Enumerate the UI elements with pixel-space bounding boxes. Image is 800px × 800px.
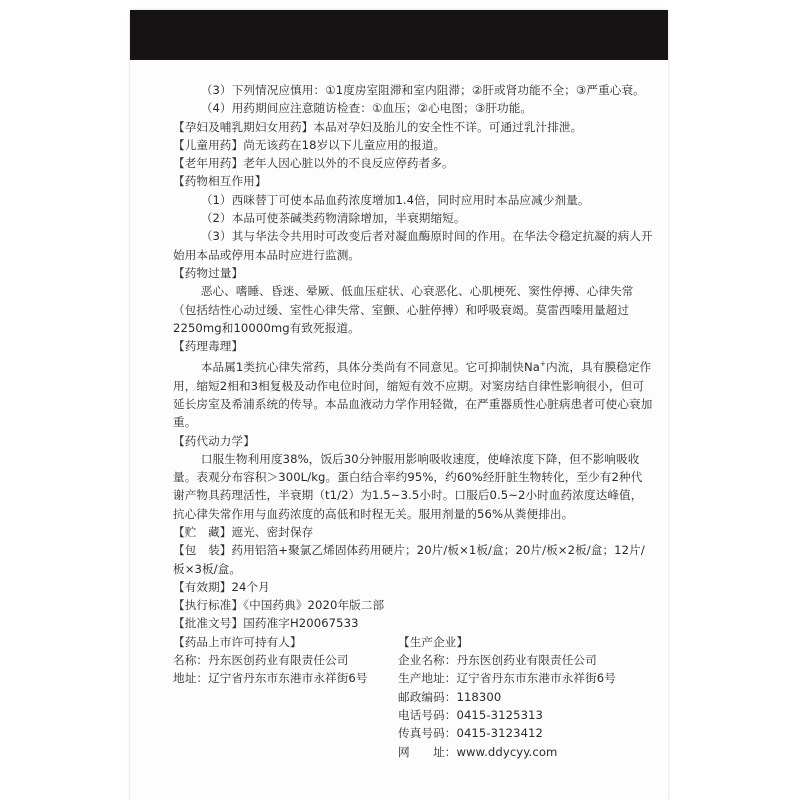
section-interactions-heading (173, 172, 653, 190)
section-pregnancy (173, 118, 653, 136)
section-label: 【 孕妇及哺乳期妇女用药 】 (173, 120, 313, 134)
interaction-item: （2）本品可使茶碱类药物清除增加，半衰期缩短。 (200, 211, 466, 226)
section-text: 本品对孕妇及胎儿的安全性不详。可通过乳汁排泄。 (313, 119, 583, 134)
section-text: 国药准字H20067533 (243, 616, 359, 631)
caution-item-3: （3）下列情况应慎用：①1度房室阻滞和室内阻滞；②肝或肾功能不全；③严重心衰。 (200, 83, 645, 97)
toxicology-text: 本品属1类抗心律失常药，具体分类尚有不同意见。它可抑制快Na+内流，具有膜稳定作用，缩短2相和3相复极及动作电位时间，缩短有效不应期。对窦房结自律性影响很小，但可延长房室及希浦系统的传导。本品血液动力学作用轻微，在严重器质性心脏病患者可使心衰加重。 (173, 360, 653, 430)
section-label: 【 生产企业 】 (398, 635, 468, 649)
section-label: 【 包 装 】 (173, 543, 232, 557)
interaction-item: （3）其与华法令共用时可改变后者对凝血酶原时间的作用。在华法令稳定抗凝的病人开始用本品或停用本品时应进行监测。 (173, 229, 653, 262)
manufacturer-postcode: 邮政编码：118300 (398, 689, 502, 704)
section-label: 【 老年用药 】 (173, 156, 243, 170)
section-label: 【 药理毒理 】 (173, 339, 243, 353)
interaction-item: （1）西咪替丁可使本品血药浓度增加1.4倍，同时应用时本品应减少剂量。 (200, 192, 590, 207)
section-label: 【 执行标准 】 (173, 598, 243, 612)
manufacturer-name: 企业名称：丹东医创药业有限责任公司 (398, 653, 597, 668)
caution-item-4: （4）用药期间应注意随访检查：①血压；②心电图；③肝功能。 (200, 101, 533, 116)
mah-address: 地址：辽宁省丹东市东港市永祥街6号 (173, 671, 368, 686)
section-label: 【 有效期 】 (173, 580, 232, 594)
section-text: 《中国药典》2020年版二部 (243, 598, 385, 613)
section-label: 【 批准文号 】 (173, 616, 243, 630)
section-storage (173, 523, 653, 541)
section-pharmacokinetics-heading (173, 432, 653, 450)
section-label: 【 药代动力学 】 (173, 434, 255, 448)
section-pediatric (173, 136, 653, 154)
section-label: 【 药物相互作用 】 (173, 174, 267, 188)
dark-top-band (130, 10, 668, 60)
section-text: 遮光、密封保存 (231, 524, 314, 539)
section-text: 尚无该药在18岁以下儿童应用的报道。 (243, 137, 446, 152)
section-text: 24个月 (231, 579, 270, 594)
manufacturer-address: 生产地址：辽宁省丹东市东港市永祥街6号 (398, 671, 616, 686)
section-approval (173, 614, 653, 632)
section-toxicology-heading (173, 337, 653, 355)
section-elderly (173, 154, 653, 172)
section-standard (173, 596, 653, 614)
leaflet-page (130, 10, 668, 800)
section-text: 老年人因心脏以外的不良反应停药者多。 (243, 156, 454, 171)
company-info (173, 633, 653, 761)
section-overdose-heading (173, 264, 653, 282)
manufacturer-fax: 传真号码：0415-3123412 (398, 726, 543, 741)
section-label: 【 儿童用药 】 (173, 138, 243, 152)
section-label: 【 药物过量 】 (173, 266, 243, 280)
mah-name: 名称：丹东医创药业有限责任公司 (173, 653, 349, 668)
section-packaging (173, 541, 653, 578)
mah-block (173, 633, 398, 761)
overdose-text: 恶心、嗜睡、昏迷、晕厥、低血压症状、心衰恶化、心肌梗死、窦性停搏、心律失常（包括结性心动过缓、室性心律失常、室颤、心脏停搏）和呼吸衰竭。莫雷西嗪用量超过2250mg和10000mg有致死报道。 (173, 284, 634, 335)
manufacturer-block (398, 633, 653, 761)
manufacturer-phone: 电话号码：0415-3125313 (398, 707, 543, 722)
section-label: 【 贮 藏 】 (173, 525, 232, 539)
section-label: 【 药品上市许可持有人 】 (173, 635, 302, 649)
section-text: 药用铝箔+聚氯乙烯固体药用硬片；20片/板×1板/盒；20片/板×2板/盒；12片/板×3板/盒。 (173, 543, 645, 576)
leaflet-content (173, 81, 653, 761)
manufacturer-website: 网 址：www.ddycyy.com (398, 744, 558, 759)
pharmacokinetics-text: 口服生物利用度38%，饭后30分钟服用影响吸收速度，使峰浓度下降，但不影响吸收量。表观分布容积＞300L/kg。蛋白结合率约95%，约60%经肝脏生物转化，至少有2种代谢产物具药理活性，半衰期（t1/2）为1.5~3.5小时。口服后0.5~2小时血药浓度达峰值，抗心律失常作用与血药浓度的高低和时程无关。服用剂量的56%从粪便排出。 (173, 451, 643, 521)
section-validity (173, 578, 653, 596)
